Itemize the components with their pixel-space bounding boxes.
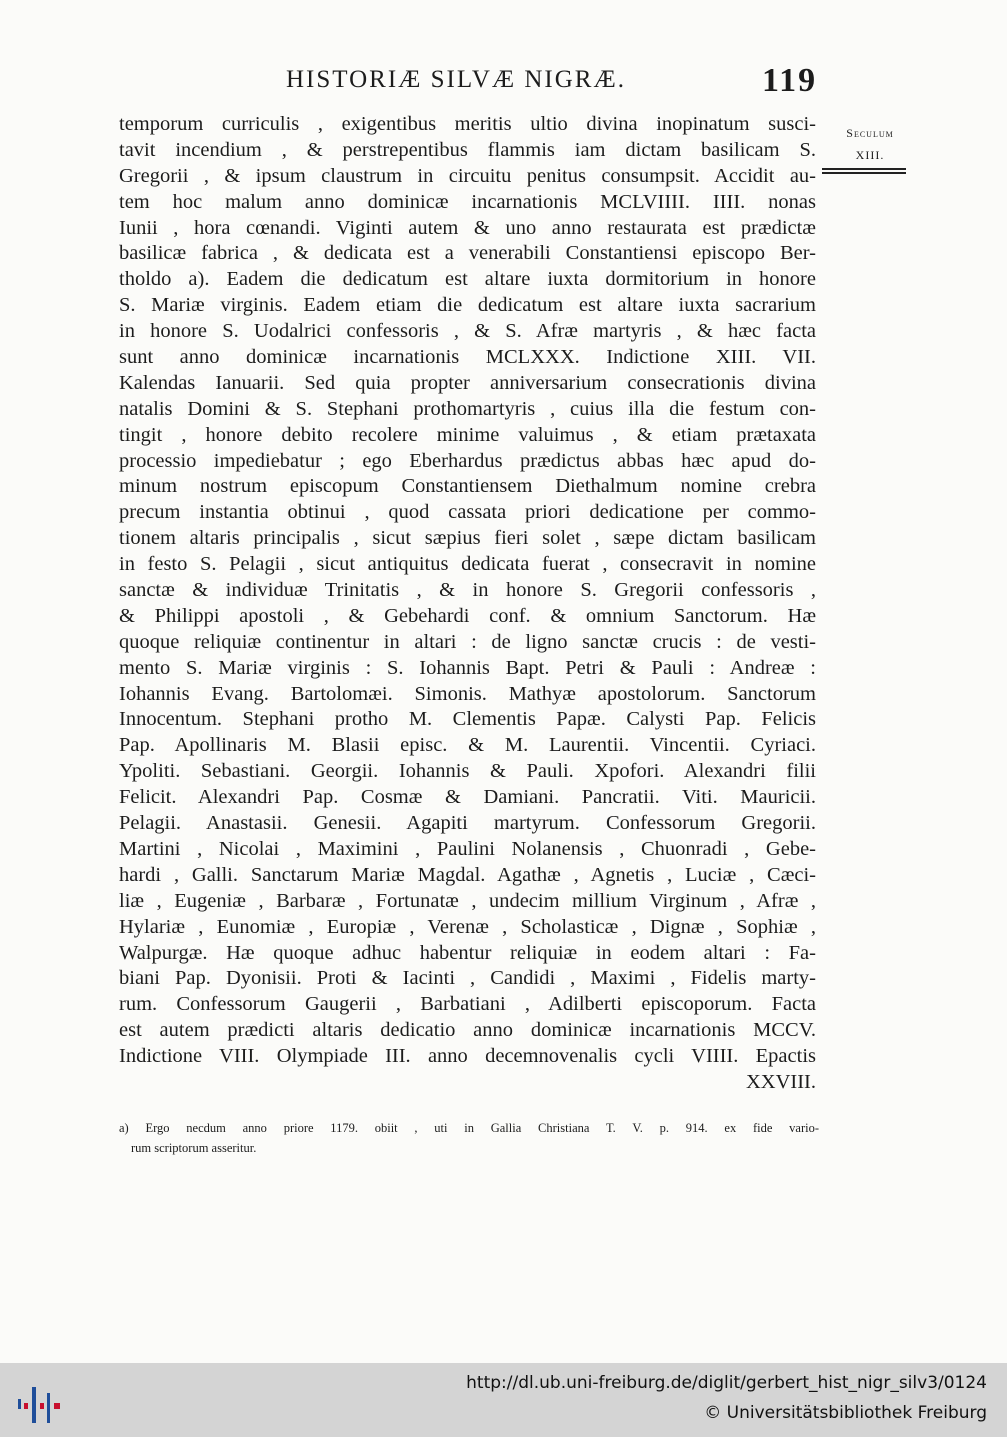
text-line: Martini , Nicolai , Maximini , Paulini Nolanensis , Chuonradi , Gebe- <box>119 837 816 860</box>
text-line: sunt anno dominicæ incarnationis MCLXXX. Indictione XIII. VII. <box>119 346 816 369</box>
text-line: natalis Domini & S. Stephani prothomartyris , cuius illa die festum con- <box>119 397 816 420</box>
text-line: precum instantia obtinui , quod cassata priori dedicatione per commo- <box>119 501 816 524</box>
text-line: S. Mariæ virginis. Eadem etiam die dedicatum est altare iuxta sacrarium <box>119 294 816 317</box>
page-number: 119 <box>762 62 818 99</box>
text-line: Ypoliti. Sebastiani. Georgii. Iohannis & Pauli. Xpofori. Alexandri filii <box>119 760 816 783</box>
copyright-notice: © Universitätsbibliothek Freiburg <box>704 1403 987 1423</box>
footnote-line: a) Ergo necdum anno priore 1179. obiit , uti in Gallia Christiana T. V. p. 914. ex fide vario- <box>119 1121 819 1135</box>
text-line: Kalendas Ianuarii. Sed quia propter anniversarium consecrationis divina <box>119 371 816 394</box>
text-line: Pelagii. Anastasii. Genesii. Agapiti martyrum. Confessorum Gregorii. <box>119 812 816 835</box>
body-text <box>119 112 816 1096</box>
library-logo-icon <box>14 1373 66 1427</box>
margin-note <box>828 122 912 166</box>
margin-note-number: XIII. <box>855 148 885 162</box>
text-line: tem hoc malum anno dominicæ incarnationis MCLVIIII. IIII. nonas <box>119 190 816 213</box>
text-line: basilicæ fabrica , & dedicata est a venerabili Constantiensi episcopo Ber- <box>119 242 816 265</box>
text-line: minum nostrum episcopum Constantiensem Diethalmum nomine crebra <box>119 475 816 498</box>
source-url[interactable]: http://dl.ub.uni-freiburg.de/diglit/gerbert_hist_nigr_silv3/0124 <box>466 1373 987 1393</box>
text-line: quoque reliquiæ continentur in altari : de ligno sanctæ crucis : de vesti- <box>119 630 816 653</box>
text-line: Gregorii , & ipsum claustrum in circuitu penitus consumpsit. Accidit au- <box>119 164 816 187</box>
text-line: temporum curriculis , exigentibus meritis ultio divina inopinatum susci- <box>119 113 816 135</box>
text-line: in honore S. Uodalrici confessoris , & S. Afræ martyris , & hæc facta <box>119 320 816 343</box>
text-line: tavit incendium , & perstrepentibus flammis iam dictam basilicam S. <box>119 138 816 161</box>
text-line: hardi , Galli. Sanctarum Mariæ Magdal. Agathæ , Agnetis , Luciæ , Cæci- <box>119 863 816 886</box>
text-line: est autem prædicti altaris dedicatio anno dominicæ incarnationis MCCV. <box>119 1019 816 1042</box>
text-line: in festo S. Pelagii , sicut antiquitus dedicata fuerat , consecravit in nomine <box>119 553 816 576</box>
text-line: & Philippi apostoli , & Gebehardi conf. & omnium Sanctorum. Hæ <box>119 604 816 627</box>
text-line: rum. Confessorum Gaugerii , Barbatiani , Adilberti episcoporum. Facta <box>119 993 816 1016</box>
text-line: Felicit. Alexandri Pap. Cosmæ & Damiani. Pancratii. Viti. Mauricii. <box>119 786 816 809</box>
margin-note-century: Seculum <box>846 126 894 140</box>
text-line: tholdo a). Eadem die dedicatum est altare iuxta dormitorium in honore <box>119 268 816 291</box>
text-line: Pap. Apollinaris M. Blasii episc. & M. Laurentii. Vincentii. Cyriaci. <box>119 734 816 757</box>
footer-bar <box>0 1363 1007 1437</box>
text-line: mento S. Mariæ virginis : S. Iohannis Bapt. Petri & Pauli : Andreæ : <box>119 656 816 679</box>
margin-rule <box>822 168 906 178</box>
text-line: sanctæ & individuæ Trinitatis , & in honore S. Gregorii confessoris , <box>119 579 816 602</box>
footnote-line: rum scriptorum asseritur. <box>131 1141 257 1155</box>
text-line: Hylariæ , Eunomiæ , Europiæ , Verenæ , Scholasticæ , Dignæ , Sophiæ , <box>119 915 816 938</box>
text-line: Iohannis Evang. Bartolomæi. Simonis. Mathyæ apostolorum. Sanctorum <box>119 682 816 705</box>
text-line-last: XXVIII. <box>745 1070 816 1093</box>
text-line: tingit , honore debito recolere minime valuimus , & etiam prætaxata <box>119 423 816 446</box>
text-line: Walpurgæ. Hæ quoque adhuc habentur reliquiæ in eodem altari : Fa- <box>119 941 816 964</box>
text-line: tionem altaris principalis , sicut sæpius fieri solet , sæpe dictam basilicam <box>119 527 816 550</box>
text-line: processio impediebatur ; ego Eberhardus prædictus abbas hæc apud do- <box>119 449 816 472</box>
footnote <box>119 1118 819 1158</box>
text-line: liæ , Eugeniæ , Barbaræ , Fortunatæ , undecim millium Virginum , Afræ , <box>119 889 816 912</box>
running-head: HISTORIÆ SILVÆ NIGRÆ. <box>286 66 626 93</box>
text-line: biani Pap. Dyonisii. Proti & Iacinti , Candidi , Maximi , Fidelis marty- <box>119 967 816 990</box>
text-line: Iunii , hora cœnandi. Viginti autem & uno anno restaurata est prædictæ <box>119 216 816 239</box>
text-line: Innocentum. Stephani protho M. Clementis Papæ. Calysti Pap. Felicis <box>119 708 816 731</box>
text-line: Indictione VIII. Olympiade III. anno decemnovenalis cycli VIIII. Epactis <box>119 1045 816 1068</box>
